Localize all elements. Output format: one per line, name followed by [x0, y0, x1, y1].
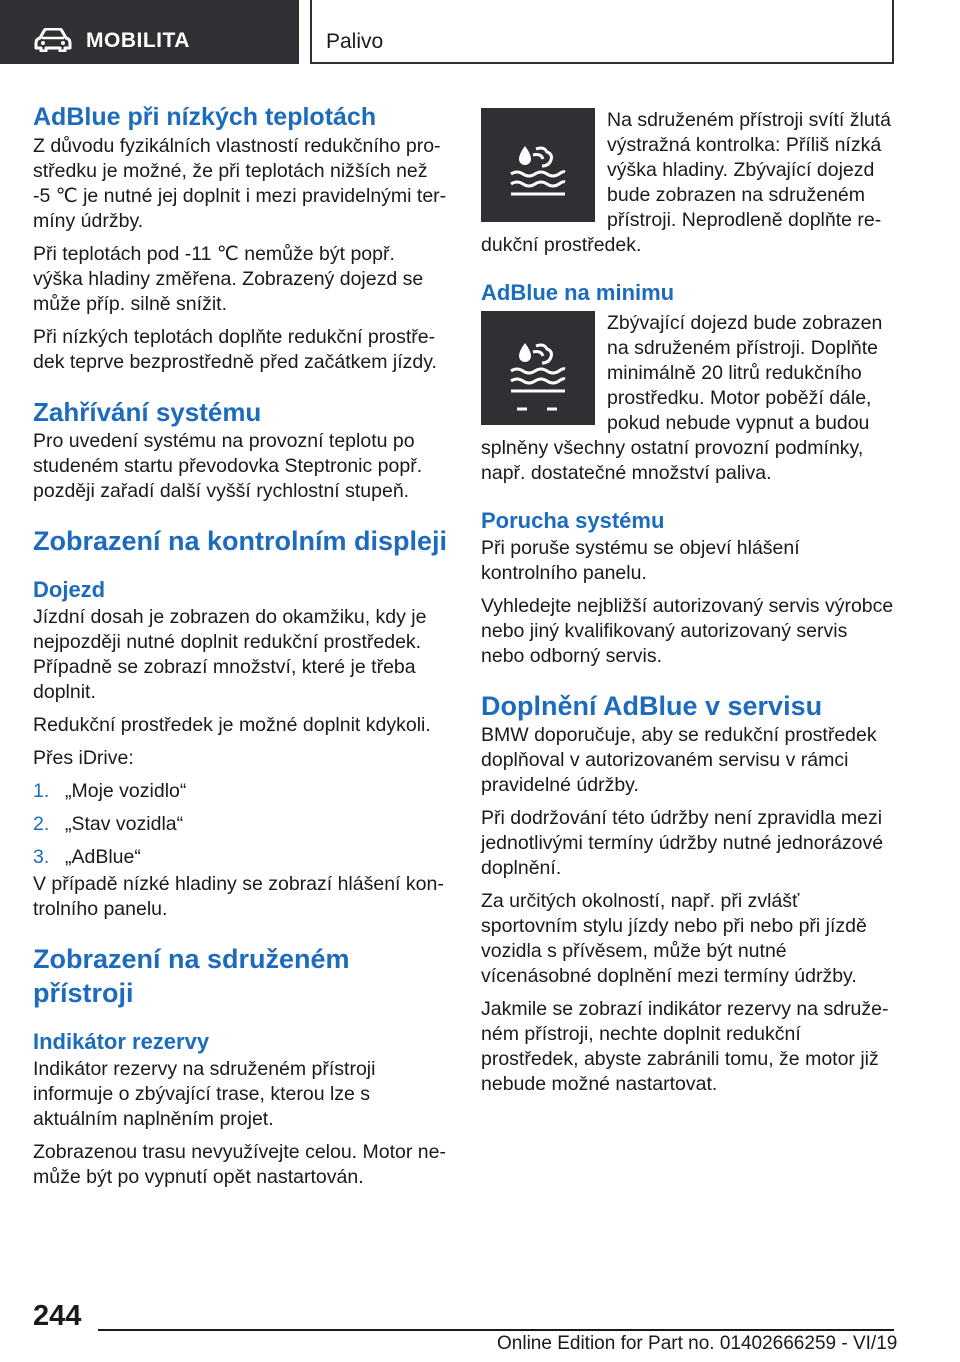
paragraph: Redukční prostředek je možné doplnit kdykoli.: [33, 714, 431, 736]
car-icon: [34, 28, 72, 52]
paragraph: Indikátor rezervy na sdruženém přístroji informuje o zbývající trase, kterou lze s aktuálním naplněním projet.: [33, 1058, 376, 1130]
heading-minimum: AdBlue na minimu: [481, 280, 675, 305]
paragraph: Zbývající dojezd bude zobrazen na sdruženém přístroji. Doplňte minimálně 20 litrů redukčního prostředku. Motor poběží dále, pokud nebude vypnut a budou splněny všechny ostatní provozní podmínky, např. dostatečné množství paliva.: [481, 312, 883, 484]
idrive-steps: [33, 779, 448, 870]
heading-reserve: Indikátor rezervy: [33, 1029, 210, 1054]
paragraph: Přes iDrive:: [33, 747, 134, 769]
section-tab: [0, 0, 299, 64]
paragraph: Na sdruženém přístroji svítí žlutá výstražná kontrolka: Příliš nízká výška hladiny. Zbývající dojezd bude zobrazen na sdruženém přístroji. Neprodleně doplňte redukční prostředek.: [481, 109, 891, 256]
section-label: MOBILITA: [86, 29, 190, 52]
list-item: 1. „Moje vozidlo“: [33, 780, 187, 802]
heading-control-display: Zobrazení na kontrolním displeji: [33, 526, 448, 556]
heading-instrument-cluster: Zobrazení na sdruženém přístroji: [33, 944, 350, 1008]
paragraph: Při nízkých teplotách doplňte redukční prostředek teprve bezprostředně před začátkem jízdy.: [33, 326, 437, 373]
paragraph: Při dodržování této údržby není zpravidla mezi jednotlivými termíny údržby nutné jednorázové doplnění.: [481, 807, 884, 879]
left-column: [33, 100, 448, 1190]
paragraph: Za určitých okolností, např. při zvlášť sportovním stylu jízdy nebo při nebo při jízdě vozidla s přívěsem, může být nutné vícenásobné doplnění mezi termíny údržby.: [481, 890, 867, 987]
adblue-warning-icon: [481, 108, 595, 222]
list-item: 3. „AdBlue“: [33, 846, 141, 868]
heading-service-refill: Doplnění AdBlue v servisu: [481, 691, 823, 721]
list-item: 2. „Stav vozidla“: [33, 813, 184, 835]
chapter-label: Palivo: [326, 30, 384, 53]
paragraph: V případě nízké hladiny se zobrazí hlášení kontrolního panelu.: [33, 873, 444, 920]
paragraph: Jízdní dosah je zobrazen do okamžiku, kdy je nejpozději nutné doplnit redukční prostředek. Případně se zobrazí množství, které je třeba doplnit.: [33, 606, 427, 703]
paragraph: BMW doporučuje, aby se redukční prostředek doplňoval v autorizovaném servisu v rámci pravidelné údržby.: [481, 724, 877, 796]
paragraph: Jakmile se zobrazí indikátor rezervy na sdruženém přístroji, nechte doplnit redukční prostředek, abyste zabránili tomu, že motor již nebude možné nastartovat.: [481, 998, 889, 1095]
paragraph: Při poruše systému se objeví hlášení kontrolního panelu.: [481, 537, 800, 584]
heading-system-fault: Porucha systému: [481, 508, 665, 533]
chapter-tab: [310, 0, 894, 64]
right-column: [481, 108, 896, 1097]
footer-divider: [98, 1329, 894, 1331]
heading-warming: Zahřívání systému: [33, 397, 262, 427]
edition-note: Online Edition for Part no. 01402666259 - VI/19: [497, 1333, 898, 1354]
paragraph: Zobrazenou trasu nevyužívejte celou. Motor nemůže být po vypnutí opět nastartován.: [33, 1141, 446, 1188]
paragraph: Při teplotách pod -11 ℃ nemůže být popř. výška hladiny změřena. Zobrazený dojezd se může příp. silně snížit.: [33, 243, 424, 315]
paragraph: Pro uvedení systému na provozní teplotu po studeném startu převodovka Steptronic popř. později zařadí další vyšší rychlostní stupeň.: [33, 430, 423, 502]
minimum-block: [481, 311, 896, 486]
paragraph: Z důvodu fyzikálních vlastností redukčního prostředku je možné, že při teplotách nižších než -5 ℃ je nutné jej doplnit i mezi pravidelnými termíny údržby.: [33, 135, 447, 232]
heading-low-temperature: AdBlue při nízkých teplotách: [33, 103, 377, 131]
warning-block: [481, 108, 896, 258]
heading-range: Dojezd: [33, 577, 106, 602]
page-number: 244: [33, 1300, 82, 1332]
paragraph: Vyhledejte nejbližší autorizovaný servis výrobce nebo jiný kvalifikovaný autorizovaný servis nebo odborný servis.: [481, 595, 894, 667]
adblue-minimum-icon: [481, 311, 595, 425]
